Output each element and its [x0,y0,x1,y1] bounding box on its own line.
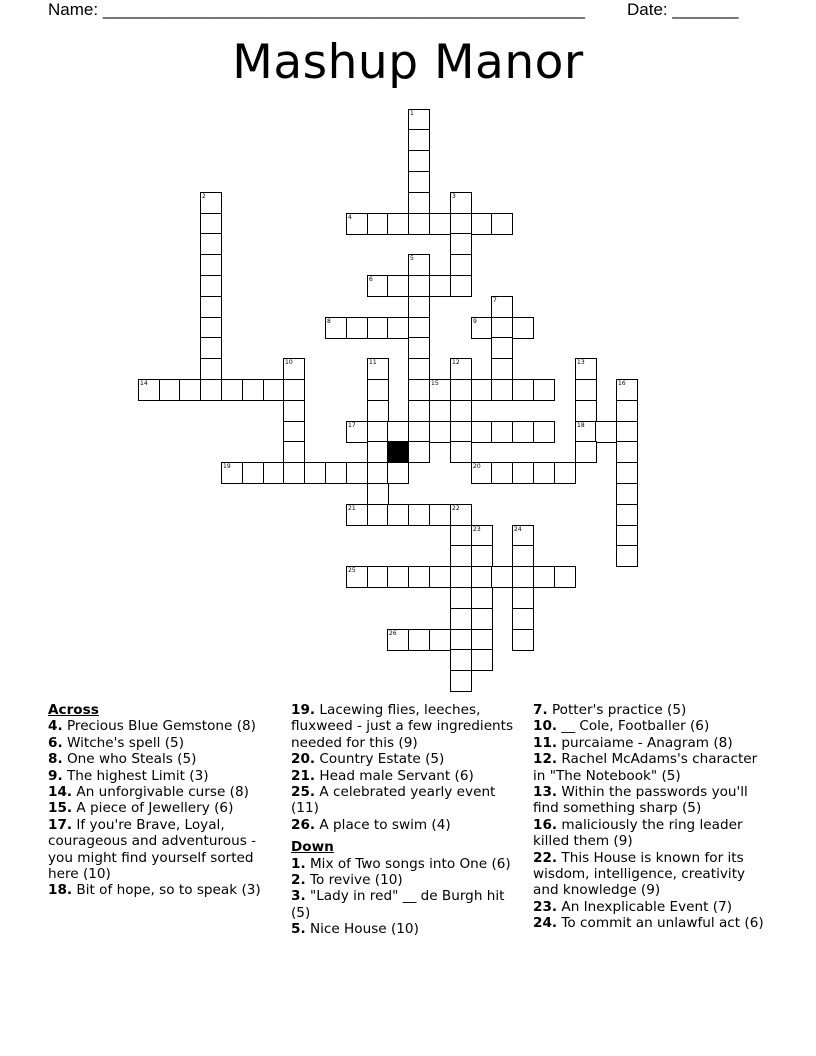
grid-cell[interactable] [367,358,389,380]
grid-cell[interactable] [616,379,638,401]
clue-item [48,800,276,816]
clue-item-number: 8. [48,751,63,768]
clue-item-number: 2. [291,872,306,889]
grid-cell[interactable] [387,629,409,651]
grid-cell[interactable] [367,504,389,526]
grid-cell[interactable] [200,233,222,255]
grid-cell[interactable] [450,545,472,567]
date-label: Date: [627,0,668,19]
grid-cell[interactable] [616,483,638,505]
clue-number: 22 [452,505,460,512]
grid-cell[interactable] [367,379,389,401]
clues-column-2 [291,702,519,938]
grid-cell[interactable] [242,379,264,401]
clue-number: 24 [514,526,522,533]
clue-item-number: 9. [48,767,63,784]
grid-cell[interactable] [304,462,326,484]
clue-number: 3 [452,193,456,200]
grid-cell[interactable] [221,379,243,401]
clue-number: 26 [389,630,397,637]
grid-cell[interactable] [491,566,513,588]
grid-cell[interactable] [512,545,534,567]
grid-cell[interactable] [346,317,368,339]
grid-cell[interactable] [408,213,430,235]
clue-item [533,702,773,718]
clue-number: 9 [473,318,477,325]
across-clue-list [48,718,276,898]
clue-item [291,817,519,833]
grid-cell[interactable] [616,525,638,547]
grid-cell[interactable] [283,462,305,484]
grid-cell[interactable] [533,379,555,401]
clue-item [533,817,773,850]
clue-item-number: 22. [533,849,558,866]
down-clue-list-continued [533,702,773,932]
grid-cell[interactable] [471,608,493,630]
clue-number: 7 [493,297,497,304]
clue-item-number: 24. [533,915,558,932]
grid-cell[interactable] [200,379,222,401]
clue-number: 14 [140,380,148,387]
grid-cell[interactable] [408,296,430,318]
clue-item [48,751,276,767]
clue-item [291,784,519,817]
clue-item-number: 23. [533,898,558,915]
name-line[interactable]: ___________________________________________________ [102,0,585,19]
grid-cell[interactable] [450,254,472,276]
grid-cell[interactable] [367,483,389,505]
clue-item-text: To revive (10) [305,872,403,889]
grid-cell[interactable] [471,566,493,588]
grid-black-cell [387,441,409,463]
grid-cell[interactable] [491,379,513,401]
down-clue-list [291,856,519,938]
grid-cell[interactable] [346,462,368,484]
grid-cell[interactable] [408,109,430,131]
clue-number: 25 [348,567,356,574]
grid-cell[interactable] [512,379,534,401]
clue-item [533,718,773,734]
grid-cell[interactable] [512,317,534,339]
grid-cell[interactable] [367,275,389,297]
grid-cell[interactable] [616,545,638,567]
clue-item-text: If you're Brave, Loyal, courageous and adventurous - you might find yourself sorted here (10) [48,816,257,883]
grid-cell[interactable] [450,400,472,422]
grid-cell[interactable] [387,275,409,297]
grid-cell[interactable] [367,213,389,235]
clue-item-text: One who Steals (5) [62,751,197,768]
grid-cell[interactable] [346,421,368,443]
clue-item [533,850,773,899]
clue-number: 1 [410,110,414,117]
grid-cell[interactable] [408,504,430,526]
clue-number: 8 [327,318,331,325]
clue-number: 15 [431,380,439,387]
grid-cell[interactable] [283,421,305,443]
grid-cell[interactable] [491,317,513,339]
clue-item-text: Witche's spell (5) [62,734,184,751]
clue-item-number: 21. [291,767,316,784]
grid-cell[interactable] [408,441,430,463]
clue-item-number: 25. [291,784,316,801]
page-title: Mashup Manor [232,35,584,90]
grid-cell[interactable] [471,421,493,443]
clue-item-number: 11. [533,734,558,751]
grid-cell[interactable] [512,566,534,588]
grid-cell[interactable] [616,462,638,484]
grid-cell[interactable] [429,213,451,235]
grid-cell[interactable] [554,566,576,588]
grid-cell[interactable] [471,317,493,339]
clue-item-number: 10. [533,718,558,735]
grid-cell[interactable] [367,441,389,463]
grid-cell[interactable] [408,254,430,276]
grid-cell[interactable] [575,379,597,401]
clue-item-number: 5. [291,921,306,938]
grid-cell[interactable] [491,421,513,443]
clue-item-text: "Lady in red" __ de Burgh hit (5) [291,888,505,921]
clue-item-text: A piece of Jewellery (6) [72,800,234,817]
grid-cell[interactable] [450,504,472,526]
grid-cell[interactable] [429,504,451,526]
grid-cell[interactable] [533,566,555,588]
grid-cell[interactable] [408,192,430,214]
grid-cell[interactable] [450,275,472,297]
clue-item-number: 4. [48,718,63,735]
grid-cell[interactable] [159,379,181,401]
name-label: Name: [48,0,99,19]
grid-cell[interactable] [471,649,493,671]
grid-cell[interactable] [387,213,409,235]
grid-cell[interactable] [387,566,409,588]
clue-number: 4 [348,214,352,221]
grid-cell[interactable] [595,421,617,443]
clue-item-text: The highest Limit (3) [62,767,209,784]
grid-cell[interactable] [450,587,472,609]
clue-item-text: Potter's practice (5) [547,702,687,718]
clue-number: 12 [452,359,460,366]
grid-cell[interactable] [450,608,472,630]
down-heading: Down [291,839,334,856]
grid-cell[interactable] [200,213,222,235]
grid-cell[interactable] [408,337,430,359]
clue-item-number: 20. [291,751,316,768]
clue-item-number: 15. [48,800,73,817]
grid-cell[interactable] [387,317,409,339]
clue-item-text: An unforgivable curse (8) [72,784,249,801]
clue-number: 19 [223,463,231,470]
grid-cell[interactable] [471,462,493,484]
grid-cell[interactable] [367,566,389,588]
grid-cell[interactable] [450,379,472,401]
clue-item [533,751,773,784]
clue-item [48,784,276,800]
clue-item-number: 3. [291,888,306,905]
clue-item [291,921,519,937]
clue-item-text: maliciously the ring leader killed them (9) [533,816,743,850]
grid-cell[interactable] [616,421,638,443]
grid-cell[interactable] [429,566,451,588]
across-heading: Across [48,702,99,718]
clue-number: 5 [410,255,414,262]
grid-cell[interactable] [450,213,472,235]
grid-cell[interactable] [283,358,305,380]
clue-item [533,735,773,751]
clue-item-number: 14. [48,784,73,801]
clue-item [291,768,519,784]
clue-item [291,856,519,872]
grid-cell[interactable] [471,587,493,609]
grid-cell[interactable] [408,566,430,588]
grid-cell[interactable] [429,275,451,297]
grid-cell[interactable] [138,379,160,401]
clue-item-number: 12. [533,751,558,768]
grid-cell[interactable] [554,462,576,484]
clue-item [291,888,519,921]
grid-cell[interactable] [450,629,472,651]
clue-number: 11 [369,359,377,366]
clue-number: 20 [473,463,481,470]
clue-item-number: 26. [291,816,316,833]
clue-item [533,915,773,931]
clue-number: 21 [348,505,356,512]
clue-item-text: Lacewing flies, leeches, fluxweed - just a few ingredients needed for this (9) [291,702,514,751]
grid-cell[interactable] [200,296,222,318]
grid-cell[interactable] [200,192,222,214]
grid-cell[interactable] [408,358,430,380]
clue-item-number: 18. [48,882,73,899]
clue-item [48,735,276,751]
grid-cell[interactable] [471,525,493,547]
grid-cell[interactable] [387,504,409,526]
clue-item [533,899,773,915]
date-line[interactable]: _______ [672,0,739,19]
grid-cell[interactable] [450,649,472,671]
grid-cell[interactable] [533,421,555,443]
grid-cell[interactable] [283,400,305,422]
clue-item [48,882,276,898]
clue-item-text: Rachel McAdams's character in "The Notebook" (5) [533,751,758,784]
grid-cell[interactable] [283,441,305,463]
grid-cell[interactable] [408,317,430,339]
clue-item-text: This House is known for its wisdom, intelligence, creativity and knowledge (9) [533,849,746,899]
grid-cell[interactable] [387,462,409,484]
grid-cell[interactable] [491,337,513,359]
grid-cell[interactable] [387,421,409,443]
grid-cell[interactable] [242,462,264,484]
grid-cell[interactable] [471,379,493,401]
grid-cell[interactable] [200,337,222,359]
grid-cell[interactable] [263,462,285,484]
grid-cell[interactable] [512,525,534,547]
clue-item-text: purcaiame - Anagram (8) [557,734,733,751]
clue-item [48,768,276,784]
grid-cell[interactable] [616,504,638,526]
grid-cell[interactable] [429,629,451,651]
grid-cell[interactable] [616,441,638,463]
grid-cell[interactable] [200,317,222,339]
clue-item-number: 19. [291,702,316,718]
clue-number: 6 [369,276,373,283]
grid-cell[interactable] [429,421,451,443]
clues-column-3 [533,702,773,932]
clue-item [48,817,276,883]
clue-item-text: Nice House (10) [305,921,419,938]
clue-item [291,751,519,767]
clue-item-number: 7. [533,702,548,718]
grid-cell[interactable] [263,379,285,401]
grid-cell[interactable] [367,462,389,484]
clues-column-1 [48,702,276,899]
clue-item-number: 13. [533,784,558,801]
grid-cell[interactable] [450,192,472,214]
grid-cell[interactable] [491,462,513,484]
grid-cell[interactable] [408,421,430,443]
clue-item [291,702,519,751]
clue-item-text: __ Cole, Footballer (6) [557,718,710,735]
grid-cell[interactable] [408,150,430,172]
grid-cell[interactable] [450,233,472,255]
grid-cell[interactable] [408,275,430,297]
grid-cell[interactable] [200,275,222,297]
clue-item [533,784,773,817]
clue-item-text: Head male Servant (6) [315,767,474,784]
grid-cell[interactable] [283,379,305,401]
clue-item [291,872,519,888]
clue-item-text: A celebrated yearly event (11) [291,784,496,817]
grid-cell[interactable] [575,358,597,380]
grid-cell[interactable] [429,379,451,401]
grid-cell[interactable] [325,462,347,484]
grid-cell[interactable] [408,379,430,401]
clue-item-text: To commit an unlawful act (6) [557,915,764,932]
grid-cell[interactable] [179,379,201,401]
grid-cell[interactable] [200,358,222,380]
clue-item-text: Precious Blue Gemstone (8) [62,718,256,735]
grid-cell[interactable] [450,566,472,588]
across-clue-list-continued [291,702,519,833]
grid-cell[interactable] [471,213,493,235]
grid-cell[interactable] [367,317,389,339]
clue-item-text: Country Estate (5) [315,751,445,768]
grid-cell[interactable] [408,171,430,193]
clue-item-text: An Inexplicable Event (7) [557,898,733,915]
clue-item-number: 16. [533,816,558,833]
clue-item-text: Mix of Two songs into One (6) [305,855,511,872]
clue-number: 23 [473,526,481,533]
grid-cell[interactable] [408,129,430,151]
clue-number: 2 [202,193,206,200]
grid-cell[interactable] [450,421,472,443]
grid-cell[interactable] [491,296,513,318]
grid-cell[interactable] [512,462,534,484]
grid-cell[interactable] [575,400,597,422]
grid-cell[interactable] [346,213,368,235]
grid-cell[interactable] [575,441,597,463]
grid-cell[interactable] [408,629,430,651]
grid-cell[interactable] [491,358,513,380]
grid-cell[interactable] [450,525,472,547]
clue-item [48,718,276,734]
grid-cell[interactable] [200,254,222,276]
clue-number: 10 [285,359,293,366]
grid-cell[interactable] [221,462,243,484]
grid-cell[interactable] [533,462,555,484]
clue-number: 13 [577,359,585,366]
grid-cell[interactable] [512,421,534,443]
grid-cell[interactable] [471,629,493,651]
clue-item-number: 6. [48,734,63,751]
grid-cell[interactable] [325,317,347,339]
grid-cell[interactable] [367,400,389,422]
grid-cell[interactable] [512,608,534,630]
clue-item-text: A place to swim (4) [315,816,451,833]
grid-cell[interactable] [408,400,430,422]
grid-cell[interactable] [575,421,597,443]
grid-cell[interactable] [367,421,389,443]
clue-item-number: 17. [48,816,73,833]
grid-cell[interactable] [450,670,472,692]
clue-item-text: Bit of hope, so to speak (3) [72,882,261,899]
grid-cell[interactable] [450,441,472,463]
grid-cell[interactable] [346,504,368,526]
grid-cell[interactable] [346,566,368,588]
grid-cell[interactable] [491,213,513,235]
clue-item-text: Within the passwords you'll find something sharp (5) [533,784,748,817]
grid-cell[interactable] [616,400,638,422]
grid-cell[interactable] [512,629,534,651]
grid-cell[interactable] [471,545,493,567]
clue-number: 17 [348,422,356,429]
clue-number: 18 [577,422,585,429]
grid-cell[interactable] [450,358,472,380]
clue-number: 16 [618,380,626,387]
grid-cell[interactable] [512,587,534,609]
clue-item-number: 1. [291,855,306,872]
